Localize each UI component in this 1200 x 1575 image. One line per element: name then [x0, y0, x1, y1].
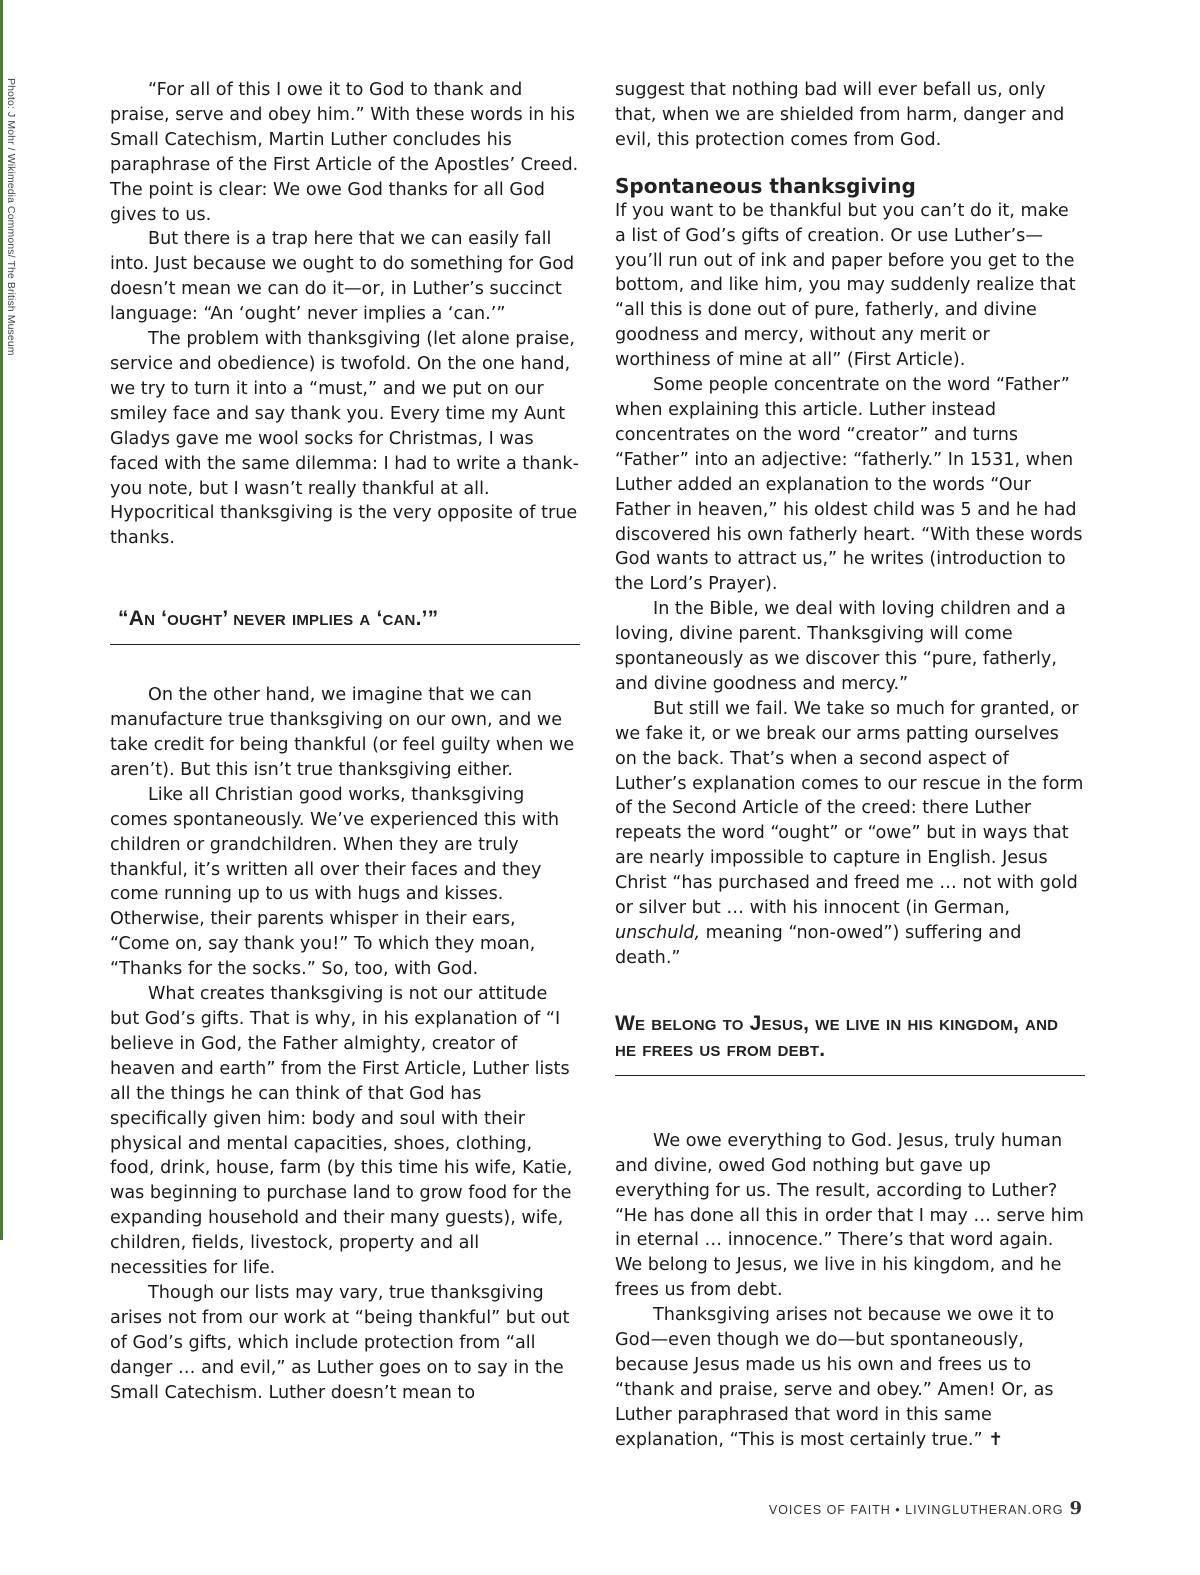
page-number: 9	[1069, 1498, 1082, 1519]
footer-text: VOICES OF FAITH • LIVINGLUTHERAN.ORG	[768, 1503, 1064, 1517]
paragraph: “For all of this I owe it to God to thank and praise, serve and obey him.” With these words in his Small Catechism, Martin Luther concludes his paraphrase of the First Article of the Apostles’ Creed. The point is clear: We owe God thanks for all God gives to us.	[110, 80, 579, 225]
paragraph: Some people concentrate on the word “Father” when explaining this article. Luther instead concentrates on the word “creator” and turns “Father” into an adjective: “fatherly.” In 1531, when Luther added an explanation to the words “Our Father in heaven,” his oldest child was 5 and he had discovered his own fatherly heart. “With these words God wants to attract us,” he writes (introduction to the Lord’s Prayer).	[615, 375, 1083, 595]
pull-quote	[110, 606, 580, 645]
paragraph: suggest that nothing bad will ever befall us, only that, when we are shielded from harm, danger and evil, this protection comes from God.	[615, 80, 1065, 150]
pull-quote-text: “An ‘ought’ never implies a ‘can.’”	[118, 607, 439, 631]
paragraph: In the Bible, we deal with loving children and a loving, divine parent. Thanksgiving will come spontaneously as we discover this “pure, fatherly, and divine goodness and mercy.”	[615, 599, 1066, 694]
photo-credit: Photo: J Mohr / Wikimedia Commons/ The British Museum	[5, 78, 17, 356]
pull-quote-text: We belong to Jesus, we live in his kingdom, and he frees us from debt.	[615, 1011, 1059, 1061]
paragraph: The problem with thanksgiving (let alone praise, service and obedience) is twofold. On the one hand, we try to turn it into a “must,” and we put on our smiley face and say thank you. Every time my Aunt Gladys gave me wool socks for Christmas, I was faced with the same dilemma: I had to write a thank-you note, but I wasn’t really thankful at all. Hypocritical thanksgiving is the very opposite of true thanks.	[110, 329, 579, 549]
text-span: meaning “non-owed”) suffering and death.”	[615, 923, 1022, 968]
section-heading: Spontaneous thanksgiving	[615, 173, 916, 198]
right-column	[615, 78, 1085, 1453]
paragraph: Though our lists may vary, true thanksgiving arises not from our work at “being thankful” but out of God’s gifts, which include protection from “all danger … and evil,” as Luther goes on to say in the Small Catechism. Luther doesn’t mean to	[110, 1282, 570, 1403]
cross-end-mark-icon: ✝	[988, 1429, 1003, 1450]
paragraph: On the other hand, we imagine that we can manufacture true thanksgiving on our own, and we take credit for being thankful (or feel guilty when we aren’t). But this isn’t true thanksgiving either.	[110, 685, 575, 780]
italic-term: unschuld,	[615, 923, 701, 943]
paragraph: What creates thanksgiving is not our attitude but God’s gifts. That is why, in his explanation of “I believe in God, the Father almighty, creator of heaven and earth” from the First Article, Luther lists all the things he can think of that God has specifically given him: body and soul with their physical and mental capacities, shoes, clothing, food, drink, house, farm (by this time his wife, Katie, was beginning to purchase land to grow food for the expanding household and their many guests), wife, children, fields, livestock, property and all necessities for life.	[110, 984, 573, 1279]
paragraph	[615, 1303, 1085, 1452]
paragraph: Like all Christian good works, thanksgiving comes spontaneously. We’ve experienced this with children or grandchildren. When they are truly thankful, it’s written all over their faces and they come running up to us with hugs and kisses. Otherwise, their parents whisper in their ears, “Come on, say thank you!” To which they moan, “Thanks for the socks.” So, too, with God.	[110, 784, 560, 980]
text-span: But still we fail. We take so much for granted, or we fake it, or we break our arms patting ourselves on the back. That’s when a second aspect of Luther’s explanation comes to our rescue in the form of the Second Article of the creed: there Luther repeats the word “ought” or “owe” but in ways that are nearly impossible to capture in English. Jesus Christ “has purchased and freed me … not with gold or silver but … with his innocent (in German,	[615, 698, 1084, 919]
page-footer	[769, 1498, 1082, 1519]
left-column	[110, 78, 580, 1406]
paragraph: We owe everything to God. Jesus, truly human and divine, owed God nothing but gave up everything for us. The result, according to Luther? “He has done all this in order that I may … serve him in eternal … innocence.” There’s that word again. We belong to Jesus, we live in his kingdom, and he frees us from debt.	[615, 1130, 1084, 1301]
paragraph: If you want to be thankful but you can’t do it, make a list of God’s gifts of creation. Or use Luther’s—you’ll run out of ink and paper before you get to the bottom, and like him, you may suddenly realize that “all this is done out of pure, fatherly, and divine goodness and mercy, without any merit or worthiness of mine at all” (First Article).	[615, 200, 1076, 371]
paragraph: But there is a trap here that we can easily fall into. Just because we ought to do something for God doesn’t mean we can do it—or, in Luther’s succinct language: “An ‘ought’ never implies a ‘can.’”	[110, 229, 575, 325]
page-edge-accent	[0, 0, 3, 1240]
paragraph	[615, 697, 1085, 971]
pull-quote	[615, 1011, 1085, 1076]
text-span: Thanksgiving arises not because we owe it to God—even though we do—but spontaneously, because Jesus made us his own and frees us to “thank and praise, serve and obey.” Amen! Or, as Luther paraphrased that word in this same explanation, “This is most certainly true.”	[615, 1305, 1055, 1450]
